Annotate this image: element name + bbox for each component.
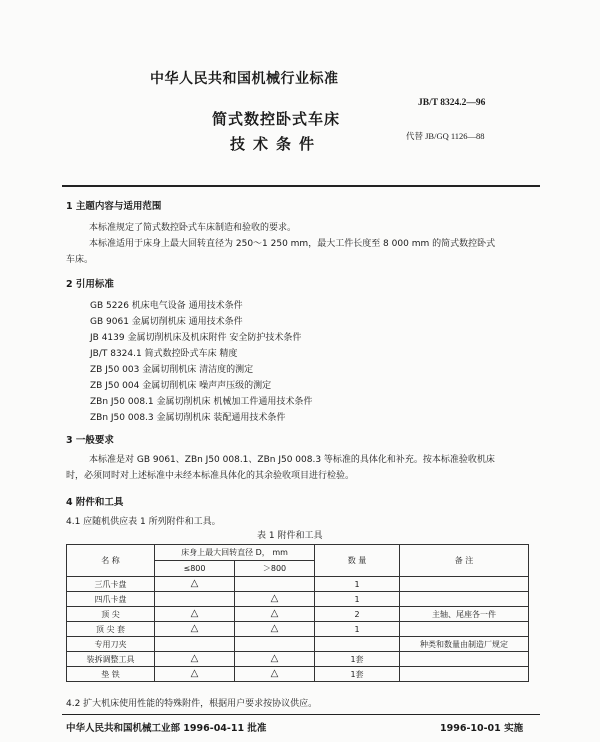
header-diameter: 床身上最大回转直径 D， mm xyxy=(155,545,315,561)
cell-gt800: △ xyxy=(235,592,315,607)
item-4-2: 4.2 扩大机床使用性能的特殊附件，根据用户要求按协议供应。 xyxy=(66,699,318,709)
cell-note xyxy=(400,652,529,667)
reference-item: ZBn J50 008.1 金属切削机床 机械加工件通用技术条件 xyxy=(90,397,313,407)
cell-name: 专用刀夹 xyxy=(67,637,155,652)
replaces-standard: 代替 JB/GQ 1126—88 xyxy=(406,131,485,141)
table-row xyxy=(67,622,529,637)
table-row xyxy=(67,607,529,622)
cell-le800: △ xyxy=(155,622,235,637)
cell-note xyxy=(400,592,529,607)
table-row xyxy=(67,667,529,682)
header-le800: ≤800 xyxy=(155,561,235,577)
cell-gt800: △ xyxy=(235,667,315,682)
cell-le800: △ xyxy=(155,667,235,682)
document-title-line1: 简式数控卧式车床 xyxy=(212,110,341,128)
cell-qty: 1套 xyxy=(315,667,400,682)
cell-le800: △ xyxy=(155,652,235,667)
reference-item: ZB J50 003 金属切削机床 清洁度的测定 xyxy=(90,365,254,375)
table-caption: 表 1 附件和工具 xyxy=(257,531,323,541)
cell-note: 主轴、尾座各一件 xyxy=(400,607,529,622)
section-3-para-line2: 时，必须同时对上述标准中未经本标准具体化的其余验收项目进行检验。 xyxy=(66,471,355,481)
cell-name: 装拆调整工具 xyxy=(67,652,155,667)
cell-gt800: △ xyxy=(235,622,315,637)
accessories-table xyxy=(66,544,529,682)
cell-name: 垫 铁 xyxy=(67,667,155,682)
section-1-para1: 本标准规定了简式数控卧式车床制造和验收的要求。 xyxy=(89,223,297,233)
cell-name: 顶 尖 套 xyxy=(67,622,155,637)
cell-gt800: △ xyxy=(235,652,315,667)
cell-name: 四爪卡盘 xyxy=(67,592,155,607)
cell-gt800 xyxy=(235,577,315,592)
reference-item: ZB J50 004 金属切削机床 噪声声压级的测定 xyxy=(90,381,272,391)
reference-item: GB 5226 机床电气设备 通用技术条件 xyxy=(90,301,243,311)
item-4-1: 4.1 应随机供应表 1 所列附件和工具。 xyxy=(66,517,221,527)
section-1-heading: 1 主题内容与适用范围 xyxy=(66,201,162,212)
header-quantity: 数 量 xyxy=(315,545,400,577)
section-3-para-line1: 本标准是对 GB 9061、ZBn J50 008.1、ZBn J50 008.3 等标准的具体化和补充。按本标准验收机床 xyxy=(89,455,495,465)
cell-note xyxy=(400,667,529,682)
cell-le800 xyxy=(155,592,235,607)
table-row xyxy=(67,637,529,652)
cell-name: 三爪卡盘 xyxy=(67,577,155,592)
cell-note xyxy=(400,622,529,637)
header-name: 名 称 xyxy=(67,545,155,577)
footer-divider xyxy=(62,714,540,715)
cell-qty: 1 xyxy=(315,577,400,592)
section-1-para2-line1: 本标准适用于床身上最大回转直径为 250～1 250 mm，最大工件长度至 8 000 mm 的简式数控卧式 xyxy=(89,239,496,249)
table-row xyxy=(67,577,529,592)
header-divider xyxy=(62,185,540,187)
cell-note: 种类和数量由制造厂规定 xyxy=(400,637,529,652)
header-gt800: ＞800 xyxy=(235,561,315,577)
approval-note: 中华人民共和国机械工业部 1996-04-11 批准 xyxy=(66,723,267,734)
issuing-organization: 中华人民共和国机械行业标准 xyxy=(150,71,339,87)
section-1-para2-line2: 车床。 xyxy=(66,255,94,265)
cell-gt800: △ xyxy=(235,607,315,622)
cell-note xyxy=(400,577,529,592)
cell-qty: 1 xyxy=(315,622,400,637)
cell-qty: 2 xyxy=(315,607,400,622)
cell-qty: 1套 xyxy=(315,652,400,667)
section-3-heading: 3 一般要求 xyxy=(66,435,114,446)
cell-name: 顶 尖 xyxy=(67,607,155,622)
standard-code: JB/T 8324.2—96 xyxy=(418,98,486,108)
document-title-line2: 技术条件 xyxy=(230,135,323,153)
cell-qty xyxy=(315,637,400,652)
section-4-heading: 4 附件和工具 xyxy=(66,497,124,508)
table-row xyxy=(67,592,529,607)
cell-le800: △ xyxy=(155,577,235,592)
reference-item: ZBn J50 008.3 金属切削机床 装配通用技术条件 xyxy=(90,413,286,423)
cell-qty: 1 xyxy=(315,592,400,607)
effective-date: 1996-10-01 实施 xyxy=(440,723,524,734)
section-2-heading: 2 引用标准 xyxy=(66,279,114,290)
reference-item: JB 4139 金属切削机床及机床附件 安全防护技术条件 xyxy=(90,333,302,343)
reference-item: GB 9061 金属切削机床 通用技术条件 xyxy=(90,317,243,327)
reference-item: JB/T 8324.1 简式数控卧式车床 精度 xyxy=(90,349,238,359)
header-notes: 备 注 xyxy=(400,545,529,577)
cell-le800: △ xyxy=(155,607,235,622)
cell-gt800 xyxy=(235,637,315,652)
cell-le800 xyxy=(155,637,235,652)
table-row xyxy=(67,652,529,667)
